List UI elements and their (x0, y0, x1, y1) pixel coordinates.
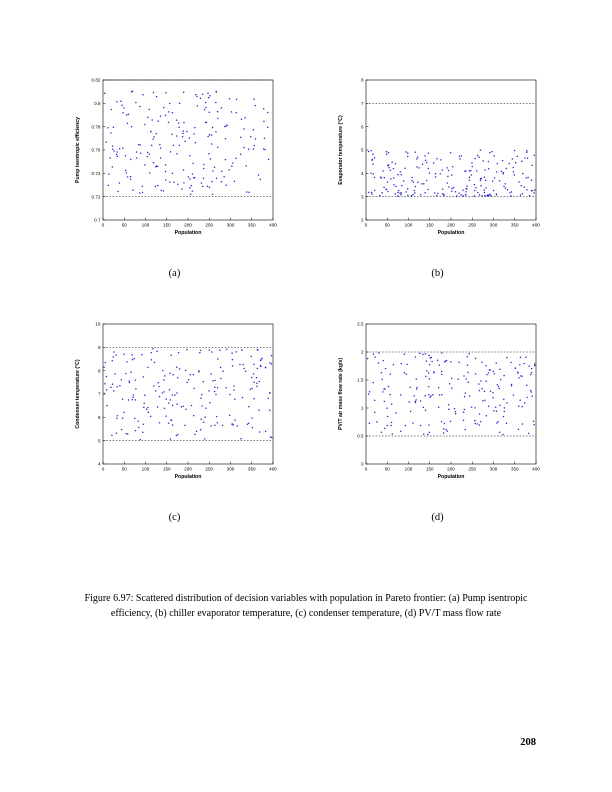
figure-panel-b (330, 74, 545, 279)
svg-text:250: 250 (468, 466, 477, 472)
svg-text:6: 6 (97, 414, 101, 420)
svg-text:400: 400 (532, 466, 540, 472)
svg-text:150: 150 (162, 222, 171, 228)
svg-text:200: 200 (447, 466, 455, 472)
svg-text:300: 300 (226, 222, 235, 228)
svg-text:9: 9 (97, 344, 101, 350)
scatter-chart-c (67, 318, 282, 496)
svg-text:10: 10 (95, 321, 101, 327)
svg-text:2.5: 2.5 (357, 321, 364, 327)
svg-text:2: 2 (360, 217, 364, 223)
svg-text:0.78: 0.78 (91, 124, 101, 130)
subfigure-label-b: (b) (431, 268, 444, 279)
svg-text:0: 0 (364, 222, 368, 228)
figure-panel-d (330, 318, 545, 523)
svg-text:150: 150 (162, 466, 171, 472)
svg-text:0.76: 0.76 (91, 147, 101, 153)
svg-text:250: 250 (205, 222, 214, 228)
svg-text:50: 50 (384, 466, 390, 472)
svg-text:1: 1 (360, 405, 364, 411)
svg-text:0.72: 0.72 (91, 194, 101, 200)
svg-text:100: 100 (141, 466, 150, 472)
svg-text:50: 50 (384, 222, 390, 228)
svg-text:6: 6 (360, 124, 364, 130)
subfigure-label-c: (c) (168, 512, 181, 523)
svg-text:0.7: 0.7 (94, 217, 101, 223)
svg-text:7: 7 (97, 391, 101, 397)
svg-text:0: 0 (364, 466, 368, 472)
svg-text:200: 200 (184, 222, 192, 228)
page-number: 208 (520, 737, 536, 748)
svg-text:Population: Population (437, 230, 465, 236)
svg-text:3: 3 (360, 194, 364, 200)
subfigure-label-a: (a) (168, 268, 181, 279)
svg-text:Evaporator temperature (°C): Evaporator temperature (°C) (338, 115, 344, 185)
scatter-chart-b (330, 74, 545, 252)
svg-text:250: 250 (468, 222, 477, 228)
svg-text:5: 5 (97, 438, 101, 444)
scatter-chart-d (330, 318, 545, 496)
svg-text:400: 400 (532, 222, 540, 228)
subfigure-label-d: (d) (431, 512, 444, 523)
svg-text:Condenser temperature (°C): Condenser temperature (°C) (75, 359, 81, 429)
scatter-chart-a (67, 74, 282, 252)
figure-panel-c (67, 318, 282, 523)
svg-text:Population: Population (437, 474, 465, 480)
svg-text:8: 8 (97, 368, 101, 374)
svg-text:Population: Population (174, 230, 202, 236)
svg-text:4: 4 (97, 461, 101, 467)
svg-text:300: 300 (489, 222, 498, 228)
svg-text:0.82: 0.82 (91, 77, 101, 83)
svg-text:300: 300 (489, 466, 498, 472)
svg-text:0.8: 0.8 (94, 100, 101, 106)
svg-text:350: 350 (510, 466, 519, 472)
svg-text:150: 150 (425, 222, 434, 228)
svg-text:8: 8 (360, 77, 364, 83)
svg-text:150: 150 (425, 466, 434, 472)
svg-text:7: 7 (360, 100, 364, 106)
svg-text:0: 0 (101, 222, 105, 228)
svg-text:0: 0 (360, 461, 364, 467)
figure-row-top (0, 74, 612, 279)
svg-text:Pump isentropic efficiency: Pump isentropic efficiency (75, 116, 81, 184)
svg-text:300: 300 (226, 466, 235, 472)
svg-text:0: 0 (101, 466, 105, 472)
svg-text:200: 200 (447, 222, 455, 228)
svg-text:350: 350 (247, 222, 256, 228)
svg-text:4: 4 (360, 170, 364, 176)
svg-text:200: 200 (184, 466, 192, 472)
svg-text:1.5: 1.5 (357, 377, 364, 383)
svg-text:2: 2 (360, 349, 364, 355)
svg-text:100: 100 (404, 466, 413, 472)
svg-text:Population: Population (174, 474, 202, 480)
svg-text:0.5: 0.5 (357, 433, 364, 439)
figure-caption: Figure 6.97: Scattered distribution of decision variables with population in Pareto frontier: (a) Pump isentropic efficiency, (b) chiller evaporator temperature, (c) condenser temperature, (d) PV/T mass flow rate (84, 593, 528, 619)
svg-text:5: 5 (360, 147, 364, 153)
svg-text:50: 50 (121, 222, 127, 228)
figure-row-bottom (0, 318, 612, 523)
svg-text:350: 350 (510, 222, 519, 228)
svg-text:0.74: 0.74 (91, 170, 101, 176)
svg-text:100: 100 (404, 222, 413, 228)
svg-text:400: 400 (269, 466, 277, 472)
svg-text:100: 100 (141, 222, 150, 228)
figure-panel-a (67, 74, 282, 279)
svg-text:400: 400 (269, 222, 277, 228)
svg-text:250: 250 (205, 466, 214, 472)
svg-text:PV/T air mass flow rate (kg/s): PV/T air mass flow rate (kg/s) (338, 357, 344, 431)
svg-text:50: 50 (121, 466, 127, 472)
svg-text:350: 350 (247, 466, 256, 472)
